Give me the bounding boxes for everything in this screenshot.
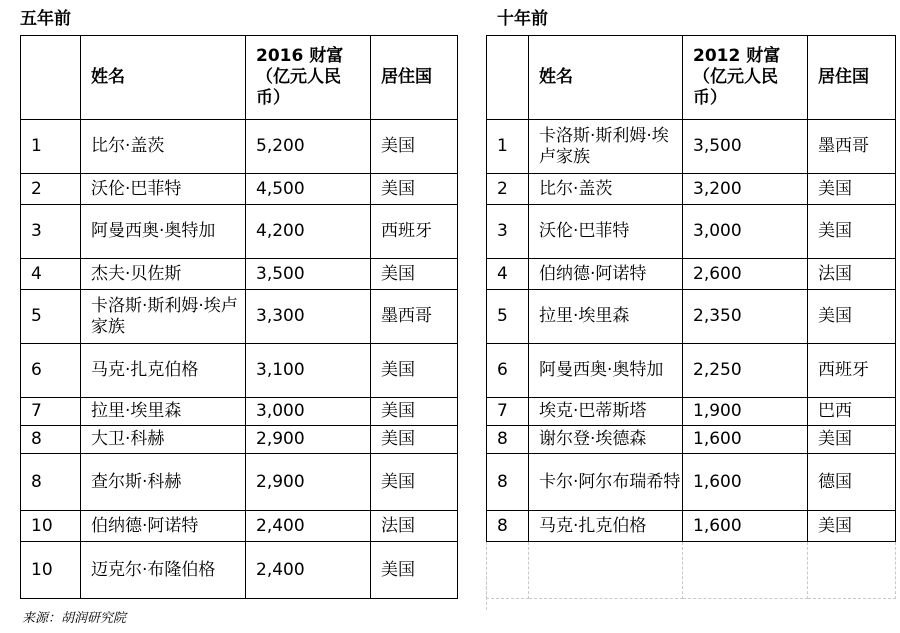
country-cell: 巴西 xyxy=(808,398,896,426)
rich-list-2016-table xyxy=(20,35,458,599)
wealth-cell: 2,250 xyxy=(683,344,808,398)
country-header: 居住国 xyxy=(371,36,458,120)
country-cell: 美国 xyxy=(371,120,458,174)
name-cell: 伯纳德·阿诺特 xyxy=(81,511,246,542)
column-gap-divider xyxy=(457,35,487,610)
country-cell: 墨西哥 xyxy=(808,120,896,174)
table-row xyxy=(21,398,458,426)
ten-years-ago-heading: 十年前 xyxy=(497,9,548,29)
country-cell: 美国 xyxy=(808,174,896,205)
empty-cell xyxy=(487,542,529,599)
table-row xyxy=(21,454,458,511)
rank-cell: 1 xyxy=(21,120,81,174)
country-cell: 美国 xyxy=(371,426,458,454)
rank-cell: 1 xyxy=(487,120,529,174)
rank-cell: 6 xyxy=(21,344,81,398)
table-row xyxy=(21,344,458,398)
wealth-header: 2012 财富（亿元人民币） xyxy=(683,36,808,120)
rank-header xyxy=(21,36,81,120)
country-cell: 美国 xyxy=(371,344,458,398)
table-row xyxy=(487,511,896,542)
table-row xyxy=(21,290,458,344)
empty-cell xyxy=(683,542,808,599)
rank-cell: 10 xyxy=(21,542,81,599)
source-note: 来源：胡润研究院 xyxy=(22,611,127,626)
country-cell: 法国 xyxy=(808,259,896,290)
rank-cell: 8 xyxy=(21,454,81,511)
table-row xyxy=(21,174,458,205)
rank-cell: 4 xyxy=(487,259,529,290)
rank-cell: 7 xyxy=(487,398,529,426)
name-cell: 杰夫·贝佐斯 xyxy=(81,259,246,290)
name-cell: 大卫·科赫 xyxy=(81,426,246,454)
name-cell: 拉里·埃里森 xyxy=(81,398,246,426)
name-cell: 查尔斯·科赫 xyxy=(81,454,246,511)
rank-cell: 8 xyxy=(487,426,529,454)
rank-cell: 2 xyxy=(487,174,529,205)
country-cell: 西班牙 xyxy=(808,344,896,398)
wealth-cell: 3,000 xyxy=(246,398,371,426)
five-years-ago-heading: 五年前 xyxy=(20,9,71,29)
name-header: 姓名 xyxy=(529,36,683,120)
wealth-cell: 5,200 xyxy=(246,120,371,174)
rank-cell: 5 xyxy=(487,290,529,344)
table-row xyxy=(487,290,896,344)
table-row xyxy=(487,426,896,454)
rank-header xyxy=(487,36,529,120)
country-cell: 美国 xyxy=(808,511,896,542)
name-cell: 卡洛斯·斯利姆·埃卢家族 xyxy=(81,290,246,344)
wealth-cell: 1,600 xyxy=(683,454,808,511)
table-row xyxy=(21,120,458,174)
wealth-cell: 3,500 xyxy=(246,259,371,290)
name-cell: 阿曼西奥·奥特加 xyxy=(81,205,246,259)
rank-cell: 4 xyxy=(21,259,81,290)
name-cell: 拉里·埃里森 xyxy=(529,290,683,344)
country-cell: 墨西哥 xyxy=(371,290,458,344)
wealth-cell: 2,900 xyxy=(246,426,371,454)
table-header-row xyxy=(487,36,896,120)
wealth-cell: 2,400 xyxy=(246,511,371,542)
table-row xyxy=(21,542,458,599)
wealth-cell: 4,500 xyxy=(246,174,371,205)
country-cell: 西班牙 xyxy=(371,205,458,259)
table-row xyxy=(487,344,896,398)
country-cell: 美国 xyxy=(371,174,458,205)
country-header: 居住国 xyxy=(808,36,896,120)
country-cell: 美国 xyxy=(371,454,458,511)
name-cell: 卡尔·阿尔布瑞希特 xyxy=(529,454,683,511)
table-row xyxy=(487,398,896,426)
name-cell: 伯纳德·阿诺特 xyxy=(529,259,683,290)
wealth-cell: 3,000 xyxy=(683,205,808,259)
country-cell: 美国 xyxy=(808,426,896,454)
table-row xyxy=(21,426,458,454)
table-row xyxy=(21,511,458,542)
name-cell: 阿曼西奥·奥特加 xyxy=(529,344,683,398)
table-row xyxy=(487,259,896,290)
name-cell: 埃克·巴蒂斯塔 xyxy=(529,398,683,426)
wealth-header: 2016 财富（亿元人民币） xyxy=(246,36,371,120)
rank-cell: 7 xyxy=(21,398,81,426)
empty-cell xyxy=(529,542,683,599)
rank-cell: 5 xyxy=(21,290,81,344)
wealth-cell: 3,300 xyxy=(246,290,371,344)
table-header-row xyxy=(21,36,458,120)
rank-cell: 3 xyxy=(487,205,529,259)
country-cell: 德国 xyxy=(808,454,896,511)
wealth-cell: 2,400 xyxy=(246,542,371,599)
wealth-cell: 3,100 xyxy=(246,344,371,398)
name-cell: 马克·扎克伯格 xyxy=(529,511,683,542)
name-cell: 谢尔登·埃德森 xyxy=(529,426,683,454)
wealth-cell: 2,600 xyxy=(683,259,808,290)
wealth-cell: 4,200 xyxy=(246,205,371,259)
empty-row xyxy=(487,542,896,599)
wealth-cell: 1,600 xyxy=(683,511,808,542)
wealth-cell: 3,500 xyxy=(683,120,808,174)
country-cell: 美国 xyxy=(371,398,458,426)
country-cell: 法国 xyxy=(371,511,458,542)
rich-list-2012-body xyxy=(487,36,896,599)
wealth-cell: 3,200 xyxy=(683,174,808,205)
wealth-cell: 2,900 xyxy=(246,454,371,511)
rich-list-2012-table xyxy=(486,35,896,599)
table-row xyxy=(487,205,896,259)
table-row xyxy=(487,120,896,174)
name-cell: 沃伦·巴菲特 xyxy=(529,205,683,259)
table-row xyxy=(487,454,896,511)
country-cell: 美国 xyxy=(371,259,458,290)
wealth-cell: 2,350 xyxy=(683,290,808,344)
name-cell: 马克·扎克伯格 xyxy=(81,344,246,398)
table-row xyxy=(21,205,458,259)
name-cell: 比尔·盖茨 xyxy=(81,120,246,174)
empty-cell xyxy=(808,542,896,599)
name-header: 姓名 xyxy=(81,36,246,120)
rank-cell: 3 xyxy=(21,205,81,259)
country-cell: 美国 xyxy=(808,290,896,344)
country-cell: 美国 xyxy=(371,542,458,599)
rich-list-2016-body xyxy=(21,36,458,599)
name-cell: 卡洛斯·斯利姆·埃卢家族 xyxy=(529,120,683,174)
wealth-cell: 1,600 xyxy=(683,426,808,454)
country-cell: 美国 xyxy=(808,205,896,259)
rank-cell: 8 xyxy=(21,426,81,454)
rank-cell: 8 xyxy=(487,454,529,511)
rank-cell: 8 xyxy=(487,511,529,542)
rank-cell: 10 xyxy=(21,511,81,542)
name-cell: 沃伦·巴菲特 xyxy=(81,174,246,205)
rank-cell: 6 xyxy=(487,344,529,398)
wealth-cell: 1,900 xyxy=(683,398,808,426)
rank-cell: 2 xyxy=(21,174,81,205)
name-cell: 比尔·盖茨 xyxy=(529,174,683,205)
table-row xyxy=(487,174,896,205)
name-cell: 迈克尔·布隆伯格 xyxy=(81,542,246,599)
table-row xyxy=(21,259,458,290)
